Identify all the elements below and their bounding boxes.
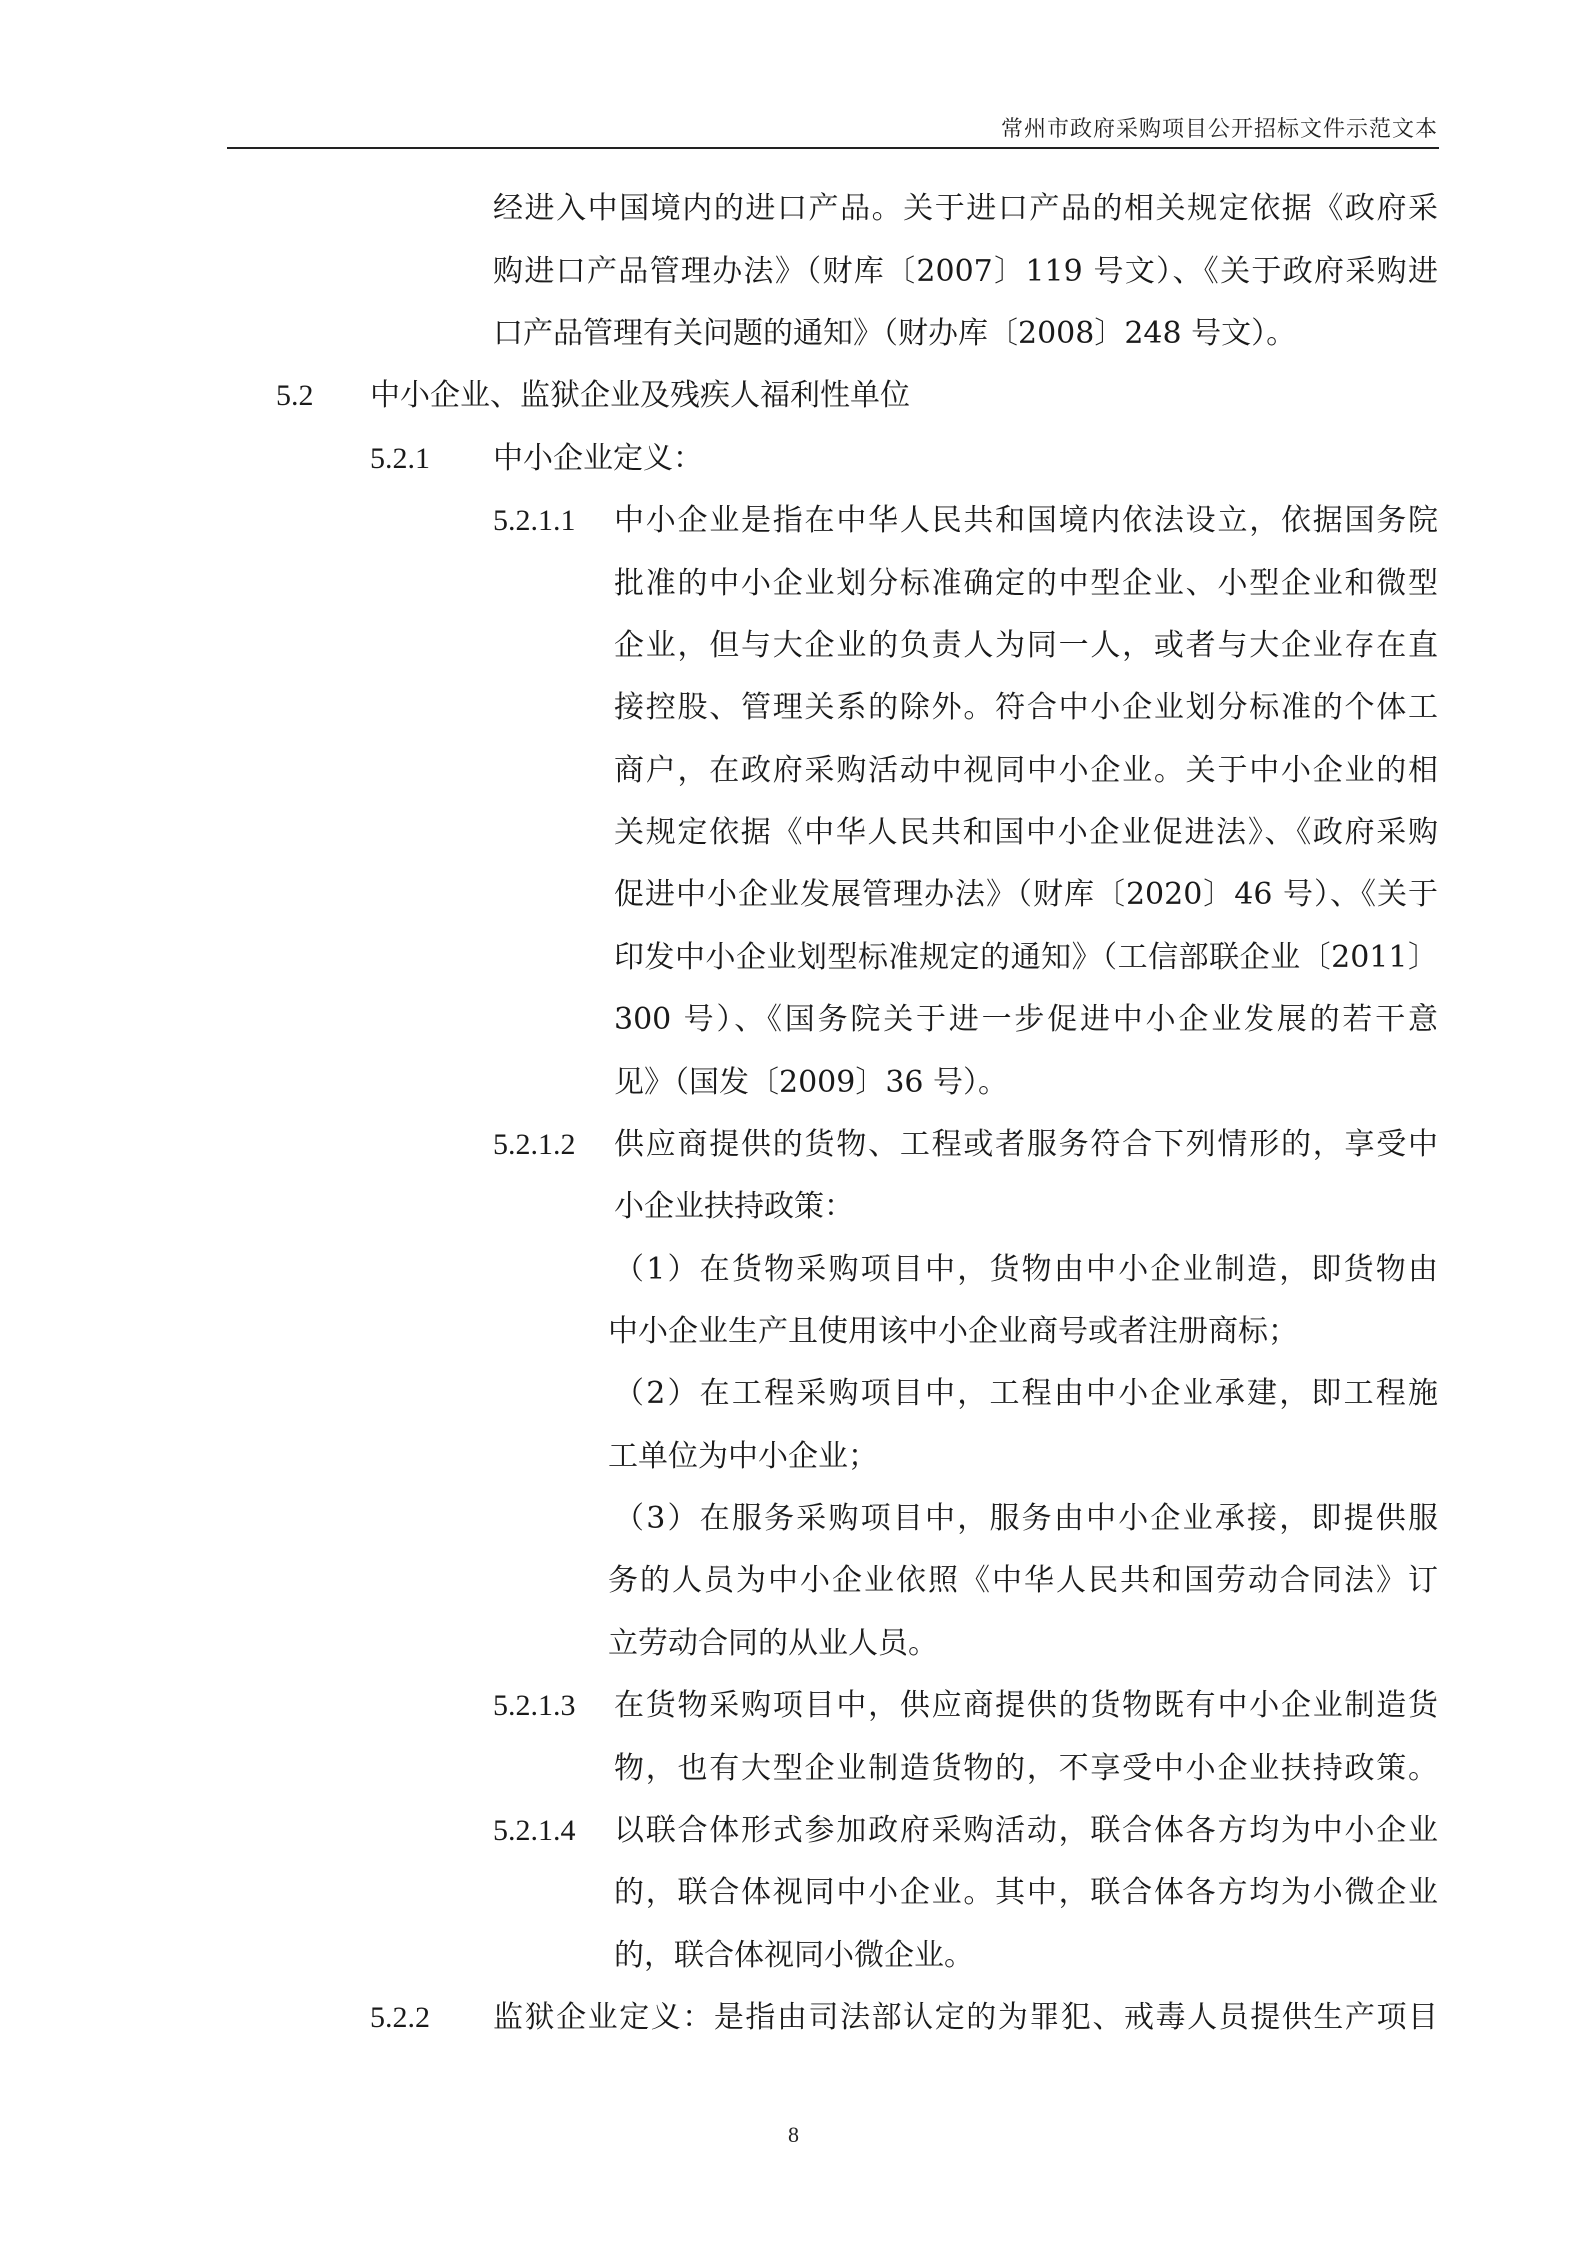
clause-line: 在货物采购项目中，供应商提供的货物既有中小企业制造货 <box>614 1688 1438 1723</box>
page-number: 8 <box>788 2122 799 2147</box>
body-line: 经进入中国境内的进口产品。关于进口产品的相关规定依据《政府采 <box>493 191 1438 226</box>
header-divider <box>227 147 1439 149</box>
section-title: 监狱企业定义：是指由司法部认定的为罪犯、戒毒人员提供生产项目 <box>493 2000 1438 2035</box>
section-number: 5.2.1 <box>370 442 430 475</box>
section-number: 5.2 <box>276 379 314 412</box>
clause-line: 的，联合体视同中小企业。其中，联合体各方均为小微企业 <box>614 1875 1438 1910</box>
document-title: 常州市政府采购项目公开招标文件示范文本 <box>1000 117 1438 142</box>
clause-line: 商户，在政府采购活动中视同中小企业。关于中小企业的相 <box>614 753 1438 788</box>
clause-line: 关规定依据《中华人民共和国中小企业促进法》、《政府采购 <box>614 815 1438 850</box>
clause-line: 以联合体形式参加政府采购活动，联合体各方均为中小企业 <box>614 1813 1438 1848</box>
clause-line: 接控股、管理关系的除外。符合中小企业划分标准的个体工 <box>614 690 1438 725</box>
clause-line: 物，也有大型企业制造货物的，不享受中小企业扶持政策。 <box>614 1751 1438 1786</box>
clause-line: 企业，但与大企业的负责人为同一人，或者与大企业存在直 <box>614 628 1438 663</box>
body-line: 口产品管理有关问题的通知》（财办库〔2008〕248 号文）。 <box>493 316 1297 351</box>
list-item-line: （2）在工程采购项目中，工程由中小企业承建，即工程施 <box>614 1376 1438 1411</box>
clause-line: 印发中小企业划型标准规定的通知》（工信部联企业〔2011〕 <box>614 940 1438 975</box>
section-title: 中小企业、监狱企业及残疾人福利性单位 <box>370 378 910 413</box>
list-item-line: （1）在货物采购项目中，货物由中小企业制造，即货物由 <box>614 1252 1438 1287</box>
list-item-line: 工单位为中小企业； <box>608 1439 878 1474</box>
clause-number: 5.2.1.4 <box>493 1814 576 1847</box>
clause-number: 5.2.1.2 <box>493 1128 576 1161</box>
section-title: 中小企业定义： <box>493 441 703 476</box>
clause-line: 的，联合体视同小微企业。 <box>614 1938 974 1973</box>
section-number: 5.2.2 <box>370 2001 430 2034</box>
clause-line: 300 号）、《国务院关于进一步促进中小企业发展的若干意 <box>614 1002 1438 1037</box>
clause-number: 5.2.1.3 <box>493 1689 576 1722</box>
clause-line: 促进中小企业发展管理办法》（财库〔2020〕46 号）、《关于 <box>614 877 1438 912</box>
list-item-line: 立劳动合同的从业人员。 <box>608 1626 938 1661</box>
body-line: 购进口产品管理办法》（财库〔2007〕119 号文）、《关于政府采购进 <box>493 254 1438 289</box>
clause-line: 见》（国发〔2009〕36 号）。 <box>614 1065 1009 1100</box>
list-item-line: （3）在服务采购项目中，服务由中小企业承接，即提供服 <box>614 1501 1438 1536</box>
list-item-line: 中小企业生产且使用该中小企业商号或者注册商标； <box>608 1314 1298 1349</box>
list-item-line: 务的人员为中小企业依照《中华人民共和国劳动合同法》订 <box>608 1563 1438 1598</box>
clause-line: 中小企业是指在中华人民共和国境内依法设立，依据国务院 <box>614 503 1438 538</box>
clause-line: 供应商提供的货物、工程或者服务符合下列情形的，享受中 <box>614 1127 1438 1162</box>
clause-line: 小企业扶持政策： <box>614 1189 854 1224</box>
clause-number: 5.2.1.1 <box>493 504 576 537</box>
clause-line: 批准的中小企业划分标准确定的中型企业、小型企业和微型 <box>614 566 1438 601</box>
